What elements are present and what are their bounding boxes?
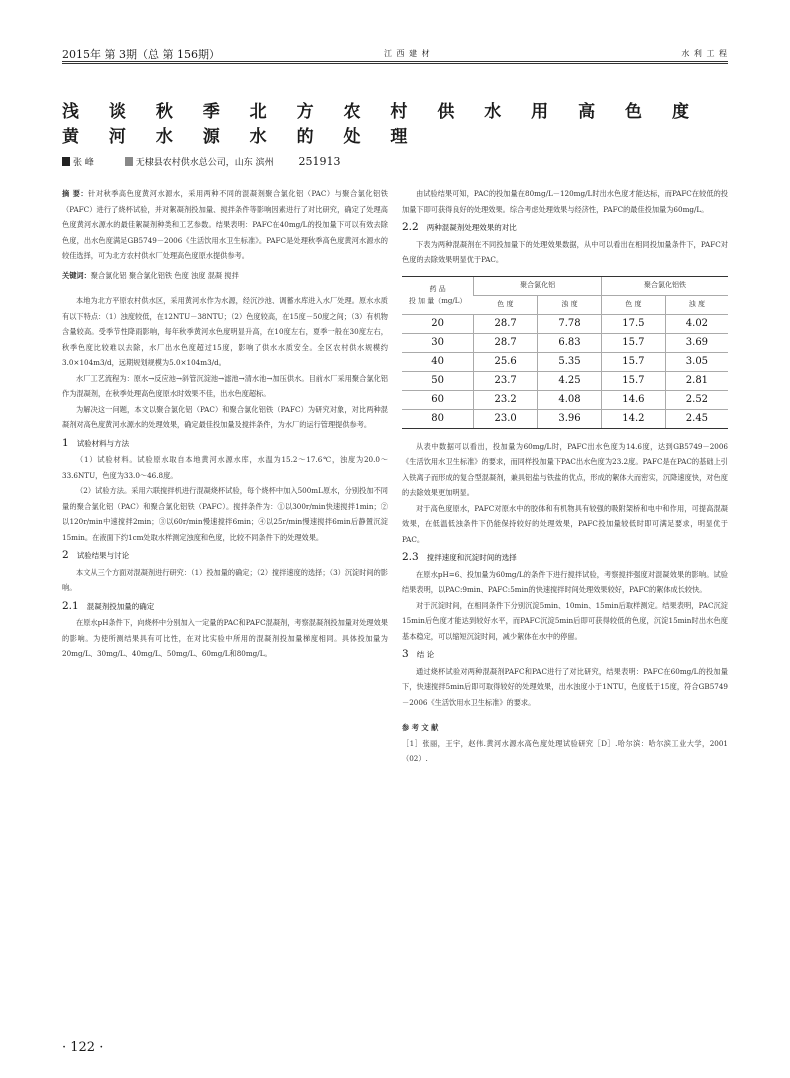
table-cell: 2.81 [665,371,728,390]
conclusion-paragraph: 通过烧杯试验对两种混凝剂PAFC和PAC进行了对比研究，结果表明：PAFC在60mg/L的投加量下，快速搅拌5min后即可取得较好的处理效果，出水浊度小于1NTU，色度低于15度，符合GB5749－2006《生活饮用水卫生标准》的要求。 [402,666,728,707]
abstract [62,186,388,264]
section-2-2-heading [402,220,728,236]
table-sub-color-1: 色 度 [474,295,538,314]
section-1-number: 1 [62,436,69,449]
section-2-1-heading [62,599,388,615]
section-2-heading [62,548,388,564]
table-row [402,371,728,390]
table-cell: 7.78 [538,314,602,333]
table-row [402,409,728,428]
table-cell: 23.7 [474,371,538,390]
table-cell: 5.35 [538,352,602,371]
section-3-title: 结 论 [416,650,435,659]
table-cell: 14.2 [601,409,665,428]
section-2-title: 试验结果与讨论 [76,551,130,560]
table-cell: 23.2 [474,390,538,409]
references-heading [402,720,728,736]
table-cell: 15.7 [601,352,665,371]
table-cell: 28.7 [474,333,538,352]
table-cell: 20 [402,314,474,333]
table-discussion-2: 对于高色度原水，PAFC对原水中的胶体和有机物具有较强的吸附架桥和电中和作用，可提高混凝效果，在低温低浊条件下仍能保持较好的处理效果，PAFC投加量较低时即可满足要求，明显优于PAC。 [402,503,728,544]
table-cell: 4.25 [538,371,602,390]
table-row [402,352,728,371]
table-group-pafc: 聚合氯化铝铁 [601,276,728,295]
paper-title: 浅 谈 秋 季 北 方 农 村 供 水 用 高 色 度 黄 河 水 源 水 的 处 理 [62,102,701,147]
table-header-row [402,276,728,295]
right-column [402,186,728,767]
table-cell: 23.0 [474,409,538,428]
table-cell: 4.02 [665,314,728,333]
author-mark-icon [62,157,70,166]
reference-item: ［1］张丽，王宇，赵伟.黄河水源水高色度处理试验研究［D］.哈尔滨：哈尔滨工业大学，2001（02）. [402,738,728,763]
references-heading-text: 参 考 文 献 [402,723,439,732]
section-2-2-number: 2.2 [402,221,419,233]
intro-paragraph-1: 本地为北方平原农村供水区，采用黄河水作为水源，经沉沙池、调蓄水库进入水厂处理。原水水质有以下特点：（1）浊度较低，在12NTU－38NTU；（2）色度较高，在15度－50度之间；（3）有机物含量较高。受季节性降雨影响，每年秋季黄河水色度明显升高，在10度左右，夏季一般在30度左右，秋季色度比较难以去除，水厂出水色度超过15度，影响了供水水质安全。全区农村供水规模约3.0×104m3/d，远期规划规模为5.0×104m3/d。 [62,296,388,367]
author-affiliation: 无棣县农村供水总公司，山东 滨州 [135,158,274,168]
table-cell: 6.83 [538,333,602,352]
table-discussion-1: 从表中数据可以看出，投加量为60mg/L时，PAFC出水色度为14.6度，达到GB5749－2006《生活饮用水卫生标准》的要求，而同样投加量下PAC出水色度为23.2度。PAFC是在PAC的基础上引入铁离子而形成的复合型混凝剂，兼具铝盐与铁盐的优点，形成的絮体大而密实，沉降速度快，对色度的去除效果更加明显。 [402,441,728,497]
table-cell: 15.7 [601,371,665,390]
table-row [402,333,728,352]
page-number: · 122 · [62,1040,104,1055]
table-cell: 15.7 [601,333,665,352]
table-sub-turbidity-1: 浊 度 [538,295,602,314]
table-corner-top: 药 品 [429,285,446,293]
table-corner-cell [402,276,474,314]
table-sub-color-2: 色 度 [601,295,665,314]
table-cell: 30 [402,333,474,352]
table-cell: 3.69 [665,333,728,352]
table-cell: 17.5 [601,314,665,333]
table-cell: 4.08 [538,390,602,409]
intro-paragraph-2: 水厂工艺流程为：原水→反应池→斜管沉淀池→滤池→清水池→加压供水。目前水厂采用聚合氯化铝作为混凝剂，在秋季处理高色度原水时效果不佳，出水色度超标。 [62,373,388,398]
author-line [62,155,728,168]
author-postcode: 251913 [298,155,341,168]
section-3-number: 3 [402,648,409,660]
keywords-text: 聚合氯化铝 聚合氯化铝铁 色度 浊度 混凝 搅拌 [90,270,239,280]
section-3-heading [402,647,728,663]
left-column [62,186,388,662]
section-1-paragraph-2: （2）试验方法。采用六联搅拌机进行混凝烧杯试验，每个烧杯中加入500mL原水，分别投加不同量的聚合氯化铝（PAC）和聚合氯化铝铁（PAFC）。搅拌条件为：①以300r/min快速搅拌1min；②以120r/min中速搅拌2min；③以60r/min慢速搅拌6min；④以25r/min慢速搅拌6min后静置沉淀15min。在液面下约1cm处取水样测定浊度和色度，比较不同条件下的处理效果。 [62,486,388,542]
table-sub-turbidity-2: 浊 度 [665,295,728,314]
header-issue: 2015年 第 3期（总 第 156期） [62,48,220,61]
section-2-number: 2 [62,549,69,561]
table-cell: 60 [402,390,474,409]
header-section: 水 利 工 程 [681,49,728,58]
author-name: 张 峰 [73,158,94,168]
header-rule [62,61,728,62]
section-2-1-title: 混凝剂投加量的确定 [86,601,155,611]
section-2-1-paragraph: 在原水pH条件下，向烧杯中分别加入一定量的PAC和PAFC混凝剂，考察混凝剂投加量对处理效果的影响。为使所测结果具有可比性，在对比实验中所用的混凝剂投加量梯度相同。具体投加量为20mg/L、30mg/L、40mg/L、50mg/L、60mg/L和80mg/L。 [62,618,388,658]
keywords-label: 关键词： [62,270,91,280]
abstract-text: 针对秋季高色度黄河水源水，采用两种不同的混凝剂聚合氯化铝（PAC）与聚合氯化铝铁（PAFC）进行了烧杯试验，并对絮凝剂投加量、搅拌条件等影响因素进行了对比研究，确定了处理高色度黄河水源水的最佳絮凝剂种类和工艺参数。结果表明：PAFC在40mg/L的投加量下可以有效去除色度，出水色度满足GB5749－2006《生活饮用水卫生标准》。PAFC是处理秋季高色度黄河水源水的较佳选择，可为北方农村供水厂处理高色度原水提供参考。 [62,189,388,260]
abstract-label: 摘 要： [62,189,89,198]
section-2-1-continued: 由试验结果可知，PAC的投加量在80mg/L－120mg/L时出水色度才能达标，而PAFC在较低的投加量下即可获得良好的处理效果。综合考虑处理效果与经济性，PAFC的最佳投加量为60mg/L。 [402,189,728,214]
table-cell: 50 [402,371,474,390]
coagulant-comparison-table [402,276,728,429]
section-2-3-paragraph-2: 对于沉淀时间，在相同条件下分别沉淀5min、10min、15min后取样测定。结果表明，PAC沉淀15min后色度才能达到较好水平，而PAFC沉淀5min后即可获得较低的色度，沉淀15min时出水色度基本稳定，可以缩短沉淀时间，减少絮体在水中的停留。 [402,600,728,641]
affiliation-mark-icon [125,157,133,166]
table-cell: 3.96 [538,409,602,428]
table-cell: 2.52 [665,390,728,409]
section-1-heading [62,436,388,452]
section-1-title: 试验材料与方法 [76,438,130,448]
section-2-3-paragraph-1: 在原水pH=6、投加量为60mg/L的条件下进行搅拌试验，考察搅拌强度对混凝效果的影响。试验结果表明，以PAC:9min、PAFC:5min的快速搅拌时间处理效果较好，PAFC的絮体成长较快。 [402,569,728,594]
header-rule-thin [62,63,728,64]
header-journal: 江 西 建 材 [384,49,431,58]
table-cell: 28.7 [474,314,538,333]
table-cell: 14.6 [601,390,665,409]
table-cell: 2.45 [665,409,728,428]
section-2-2-paragraph: 下表为两种混凝剂在不同投加量下的处理效果数据，从中可以看出在相同投加量条件下，PAFC对色度的去除效果明显优于PAC。 [402,239,728,264]
table-cell: 3.05 [665,352,728,371]
section-2-3-title: 搅拌速度和沉淀时间的选择 [426,553,517,562]
table-cell: 80 [402,409,474,428]
section-2-2-title: 两种混凝剂处理效果的对比 [426,223,517,232]
section-2-3-number: 2.3 [402,551,419,563]
running-header [62,44,728,62]
table-group-pac: 聚合氯化铝 [474,276,602,295]
section-2-1-number: 2.1 [62,599,79,612]
table-cell: 25.6 [474,352,538,371]
table-corner-bottom: 投 加 量（mg/L） [408,297,467,305]
section-1-paragraph-1: （1）试验材料。试验原水取自本地黄河水源水库，水温为15.2～17.6℃，浊度为20.0～33.6NTU，色度为33.0～46.8度。 [62,455,388,480]
keywords [62,268,388,284]
table-row [402,314,728,333]
section-2-intro: 本文从三个方面对混凝剂进行研究：（1）投加量的确定；（2）搅拌速度的选择；（3）沉淀时间的影响。 [62,567,388,592]
section-2-3-heading [402,550,728,566]
table-row [402,390,728,409]
table-cell: 40 [402,352,474,371]
intro-paragraph-3: 为解决这一问题，本文以聚合氯化铝（PAC）和聚合氯化铝铁（PAFC）为研究对象，对比两种混凝剂对高色度黄河水源水的处理效果，确定最佳投加量及搅拌条件，为水厂的运行管理提供参考。 [62,404,388,429]
